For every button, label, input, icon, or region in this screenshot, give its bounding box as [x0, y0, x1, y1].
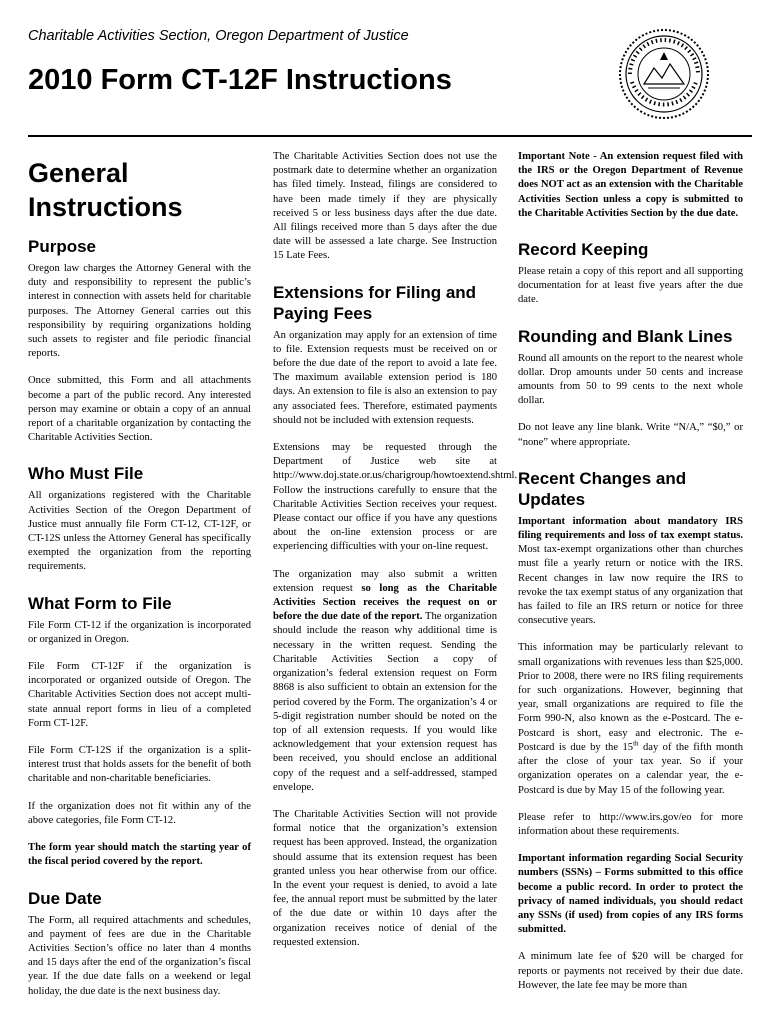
who-must-file-paragraph: All organizations registered with the Charitable Activities Section of the Oregon Department of Justice must annually file Form CT-12, CT-12F, or CT-12S unless the Attorney General has specifically exempted the organization from the reporting requirements.: [28, 490, 251, 573]
recent-changes-paragraph-2: [518, 641, 743, 797]
epostcard-text-end: day of the fifth month after the close of your tax year. So if your organization operates on a calendar year, the e-Postcard is due by May 15 of the following year.: [518, 741, 744, 796]
extensions-p3-end: The organization should include the reason why additional time is necessary in the written request. Sending the Charitable Activities Section a copy of organization’s federal extension request on Form 8868 is also sufficient to obtain an extension for the period covered by the Form. The organization’s 4 or 5-digit registration number should be noted on the top of all extension requests. If you would like acknowledgement that your extension request has been received, you should enclose an additional copy of the request and a self-addressed, stamped envelope.: [273, 611, 497, 793]
what-form-heading: What Form to File: [28, 593, 172, 613]
who-must-file-heading: Who Must File: [28, 464, 144, 484]
purpose-paragraph-2: Once submitted, this Form and all attachments become a part of the public record. Any interested person may examine or obtain a copy of an annual report of a charitable organization by contacting the Charitable Activities Section.: [28, 375, 251, 444]
extensions-heading: Extensions for Filing and Paying Fees: [273, 282, 477, 323]
what-form-paragraph-4: If the organization does not fit within any of the above categories, file Form CT-12.: [28, 800, 251, 826]
extensions-paragraph-2: Extensions may be requested through the Department of Justice web site at http://www.doj.state.or.us/charigroup/howtoextend.shtml. Follow the instructions carefully to ensure that the Charitable Activities Section receives your request. Please contact our office if you have any questions about the on-line extension process or are experiencing difficulties with your on-line request.: [273, 442, 518, 553]
what-form-paragraph-3: File Form CT-12S if the organization is a split-interest trust that holds assets for the benefit of both charitable and non-charitable beneficiaries.: [28, 745, 251, 785]
extensions-p3-bold: so long as the Charitable Activities Section receives the request on or before the due date of the report.: [273, 582, 497, 623]
rounding-paragraph-1: Round all amounts on the report to the nearest whole dollar. Drop amounts under 50 cents and increase amounts from 50 to 99 cents to the next whole dollar.: [518, 352, 743, 407]
extensions-paragraph-3: [273, 568, 497, 795]
form-year-note: The form year should match the starting year of the fiscal period covered by the report.: [28, 842, 251, 868]
irs-requirements-text: Most tax-exempt organizations other than churches must file a yearly return or notice with the IRS. Recent changes in law now require the IRS to revoke the tax exempt status of any organization that has failed to file an IRS return or notice for three consecutive years.: [518, 544, 743, 627]
oregon-seal-icon: [618, 28, 710, 120]
rounding-heading: Rounding and Blank Lines: [518, 326, 733, 346]
general-instructions-title: General Instructions: [28, 158, 183, 222]
recent-changes-paragraph-1: [518, 515, 743, 629]
important-note: Important Note - An extension request filed with the IRS or the Oregon Department of Revenue does NOT act as an extension with the Charitable Activities Section unless a copy is submitted to the Charitable Activities Section by the due date.: [518, 151, 743, 219]
what-form-paragraph-1: File Form CT-12 if the organization is incorporated or organized in Oregon.: [28, 619, 251, 645]
ssn-privacy-note: Important information regarding Social Security numbers (SSNs) – Forms submitted to this office become a public record. In order to protect the privacy of named individuals, you should redact any SSNs (if used) from copies of any IRS forms submitted.: [518, 853, 743, 936]
section-header: Charitable Activities Section, Oregon Department of Justice: [28, 28, 409, 44]
irs-requirements-bold: Important information about mandatory IRS filing requirements and loss of tax exempt status.: [518, 515, 743, 542]
postmark-paragraph: The Charitable Activities Section does not use the postmark date to determine whether an organization has filed timely. Instead, filings are considered to have been made timely if they are physically received 5 or less business days after the due date. All filings received more than 5 days after the due date will be assessed a late charge. See Instruction 15 Late Fees.: [273, 151, 497, 262]
page-title: 2010 Form CT-12F Instructions: [28, 64, 452, 96]
extensions-p3-start: The organization may also submit a written extension request: [273, 568, 497, 594]
column-middle: [273, 150, 518, 963]
record-keeping-heading: Record Keeping: [518, 240, 649, 260]
late-fee-paragraph: A minimum late fee of $20 will be charged for reports or payments not received by their due date. However, the late fee may be more than: [518, 951, 743, 991]
purpose-heading: Purpose: [28, 237, 97, 256]
column-right: [518, 150, 743, 1006]
purpose-paragraph-1: Oregon law charges the Attorney General with the duty and responsibility to represent the public’s interest in connection with assets held for charitable purposes. The Attorney General carries out this responsibility by requiring organizations holding such assets to register and file periodic financial reports.: [28, 263, 251, 360]
due-date-heading: Due Date: [28, 888, 102, 908]
extensions-paragraph-4: The Charitable Activities Section will not provide formal notice that the organization’s extension request has been approved. Instead, the organization should assume that its extension request has been granted unless you hear otherwise from our office. In the event your request is denied, to avoid a late fee, the annual report must be submitted by the later of the due date or within 10 days after the organization receives notice of denial of the requested extension.: [273, 808, 497, 948]
header-divider: [28, 135, 752, 137]
rounding-paragraph-2: Do not leave any line blank. Write “N/A,” “$0,” or “none” where appropriate.: [518, 422, 743, 448]
ordinal-superscript: th: [633, 739, 639, 748]
recent-changes-paragraph-3: Please refer to http://www.irs.gov/eo for more information about these requirements.: [518, 811, 743, 837]
what-form-paragraph-2: File Form CT-12F if the organization is incorporated or organized outside of Oregon. The Charitable Activities Section does not accept multi-state annual report forms in lieu of a completed Form CT-12F.: [28, 661, 251, 729]
recent-changes-heading: Recent Changes and Updates: [518, 468, 687, 509]
epostcard-text-start: This information may be particularly relevant to small organizations with revenues less than $25,000. Prior to 2008, there were no IRS filing requirements for such organizations. However, beginning that year, small organizations are required to file the Form 990-N, also known as the e-Postcard. The e-Postcard is short, easy and electronic. The e-Postcard is due by the 15: [518, 642, 743, 753]
due-date-paragraph: The Form, all required attachments and schedules, and payment of fees are due in the Charitable Activities Section’s office no later than 4 months and 15 days after the end of the organization’s fiscal year. If the due date falls on a weekend or legal holiday, the due date is the next business day.: [28, 914, 251, 997]
record-keeping-paragraph: Please retain a copy of this report and all supporting documentation for at least five years after the due date.: [518, 266, 743, 306]
extensions-paragraph-1: An organization may apply for an extension of time to file. Extension requests must be received on or before the due date of the report to avoid a late fee. The maximum available extension period is 180 days. An extension to file is also an extension to pay any associated fees. Therefore, estimated payments should not be included with extension requests.: [273, 329, 497, 426]
column-left: [28, 150, 251, 1012]
